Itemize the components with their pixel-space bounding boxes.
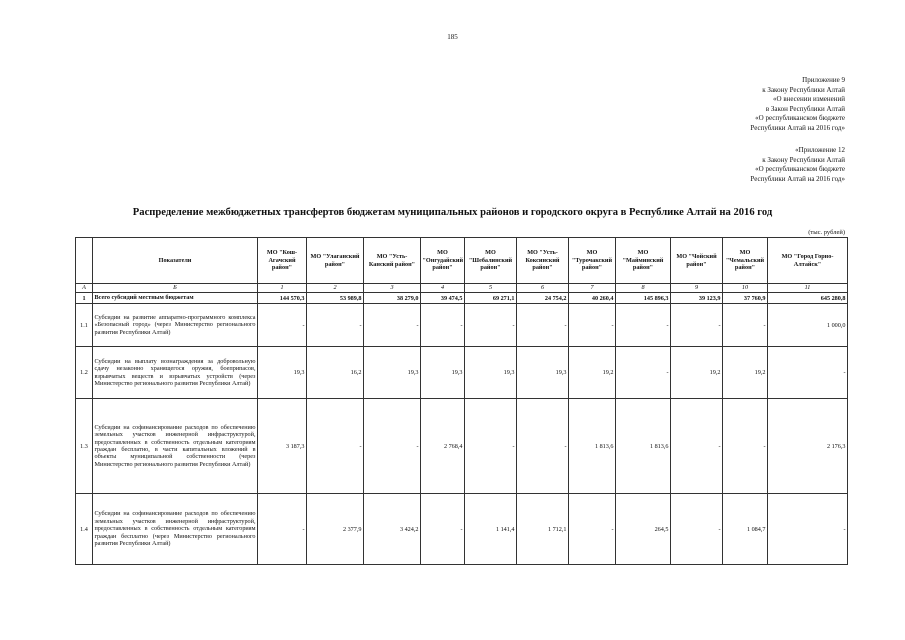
total-row (76, 293, 848, 304)
appendix-line: «Приложение 12 (795, 146, 845, 154)
header-cell-district: МО "Усть-Канский район" (364, 238, 421, 284)
header-cell-district: МО "Город Горно-Алтайск" (768, 238, 848, 284)
value-cell: 53 989,8 (307, 293, 364, 304)
value-cell: 19,3 (258, 347, 307, 399)
value-cell: 24 754,2 (517, 293, 569, 304)
header-cell-empty (76, 238, 93, 284)
value-cell: - (723, 399, 768, 494)
value-cell: - (258, 304, 307, 347)
value-cell: - (364, 399, 421, 494)
row-number: 1.1 (76, 304, 93, 347)
value-cell: 37 760,9 (723, 293, 768, 304)
appendix-line: Приложение 9 (802, 76, 845, 84)
value-cell: 19,2 (569, 347, 616, 399)
value-cell: - (768, 494, 848, 565)
row-number: 1.4 (76, 494, 93, 565)
value-cell: - (616, 304, 671, 347)
units-note: (тыс. рублей) (808, 229, 845, 236)
value-cell: - (723, 304, 768, 347)
appendix-12-header (750, 146, 845, 184)
column-numbers-row (76, 284, 848, 293)
value-cell: 38 279,0 (364, 293, 421, 304)
value-cell: 40 260,4 (569, 293, 616, 304)
table-row (76, 399, 848, 494)
value-cell: 1 813,6 (569, 399, 616, 494)
value-cell: 19,3 (364, 347, 421, 399)
header-cell-district: МО "Улаганский район" (307, 238, 364, 284)
column-number: 6 (517, 284, 569, 293)
value-cell: - (364, 304, 421, 347)
value-cell: - (569, 494, 616, 565)
header-cell-district: МО "Майминский район" (616, 238, 671, 284)
value-cell: 1 084,7 (723, 494, 768, 565)
value-cell: 69 271,1 (465, 293, 517, 304)
value-cell: - (616, 347, 671, 399)
header-cell-district: МО "Чемальский район" (723, 238, 768, 284)
value-cell: - (671, 399, 723, 494)
value-cell: - (465, 399, 517, 494)
column-number: 11 (768, 284, 848, 293)
row-number: 1.2 (76, 347, 93, 399)
transfers-table (75, 237, 848, 565)
appendix-line: Республики Алтай на 2016 год» (750, 123, 845, 132)
appendix-line: «О внесении изменений (773, 95, 845, 104)
appendix-line: к Закону Республики Алтай (762, 155, 845, 164)
column-number: 3 (364, 284, 421, 293)
column-number: 2 (307, 284, 364, 293)
value-cell: - (517, 304, 569, 347)
column-number: 4 (421, 284, 465, 293)
header-cell-district: МО "Чойский район" (671, 238, 723, 284)
value-cell: 19,3 (517, 347, 569, 399)
value-cell: 145 896,3 (616, 293, 671, 304)
row-label: Всего субсидий местным бюджетам (93, 293, 258, 304)
value-cell: 1 712,1 (517, 494, 569, 565)
value-cell: - (671, 494, 723, 565)
table-row (76, 347, 848, 399)
value-cell: - (258, 494, 307, 565)
column-number: А (76, 284, 93, 293)
appendix-line: Республики Алтай на 2016 год» (750, 174, 845, 183)
column-number: 7 (569, 284, 616, 293)
row-number: 1 (76, 293, 93, 304)
page-number: 185 (447, 33, 458, 41)
value-cell: - (671, 304, 723, 347)
column-number: 9 (671, 284, 723, 293)
row-label: Субсидии на развитие аппаратно-программного комплекса «Безопасный город» (через Министерство регионального развития Республики Алтай) (93, 304, 258, 347)
value-cell: - (307, 399, 364, 494)
value-cell: 645 280,8 (768, 293, 848, 304)
value-cell: 3 187,3 (258, 399, 307, 494)
appendix-line: в Закон Республики Алтай (765, 104, 845, 113)
value-cell: - (307, 304, 364, 347)
value-cell: - (465, 304, 517, 347)
header-cell-district: МО "Усть-Коксинский район" (517, 238, 569, 284)
value-cell: 2 377,9 (307, 494, 364, 565)
row-label: Субсидии на софинансирование расходов по обеспечению земельных участков инженерной инфраструктурой, предоставленных в собственность отдельным категориям граждан бесплатно (через Министерство регионального развития Республики Алтай) (93, 494, 258, 565)
value-cell: 19,2 (723, 347, 768, 399)
value-cell: 19,3 (465, 347, 517, 399)
column-number: 1 (258, 284, 307, 293)
value-cell: - (421, 304, 465, 347)
header-cell-district: МО "Кош-Агачский район" (258, 238, 307, 284)
column-number: 8 (616, 284, 671, 293)
appendix-line: «О республиканском бюджете (755, 114, 845, 123)
value-cell: 144 570,3 (258, 293, 307, 304)
value-cell: 39 123,9 (671, 293, 723, 304)
value-cell: - (517, 399, 569, 494)
header-cell-district: МО "Турочакский район" (569, 238, 616, 284)
value-cell: 264,5 (616, 494, 671, 565)
value-cell: - (768, 347, 848, 399)
column-number: 10 (723, 284, 768, 293)
document-title: Распределение межбюджетных трансфертов бюджетам муниципальных районов и городского округа в Республике Алтай на 2016 год (132, 207, 773, 218)
value-cell: 1 141,4 (465, 494, 517, 565)
value-cell: 3 424,2 (364, 494, 421, 565)
table-row (76, 494, 848, 565)
table-header-row (76, 238, 848, 284)
value-cell: 39 474,5 (421, 293, 465, 304)
column-number: 5 (465, 284, 517, 293)
header-cell-indicator: Показатели (93, 238, 258, 284)
value-cell: 19,2 (671, 347, 723, 399)
value-cell: - (421, 494, 465, 565)
appendix-9-header (750, 76, 845, 134)
appendix-line: к Закону Республики Алтай (762, 85, 845, 94)
row-label: Субсидии на софинансирование расходов по обеспечению земельных участков инженерной инфраструктурой, предоставленных в собственность отдельным категориям граждан бесплатно, в части капитальных вложений в объекты муниципальной собственности (через Министерство регионального развития Республики Алтай) (93, 399, 258, 494)
row-number: 1.3 (76, 399, 93, 494)
row-label: Субсидии на выплату вознаграждения за добровольную сдачу незаконно хранящегося оружия, боеприпасов, взрывчатых веществ и взрывчатых устройств (через Министерство регионального развития Республики Алтай) (93, 347, 258, 399)
table-row (76, 304, 848, 347)
column-number: Б (93, 284, 258, 293)
value-cell: 2 176,3 (768, 399, 848, 494)
value-cell: 1 813,6 (616, 399, 671, 494)
value-cell: 1 000,0 (768, 304, 848, 347)
appendix-line: «О республиканском бюджете (755, 165, 845, 174)
header-cell-district: МО "Шебалинский район" (465, 238, 517, 284)
value-cell: 16,2 (307, 347, 364, 399)
value-cell: - (569, 304, 616, 347)
header-cell-district: МО "Онгудайский район" (421, 238, 465, 284)
value-cell: 19,3 (421, 347, 465, 399)
value-cell: 2 768,4 (421, 399, 465, 494)
